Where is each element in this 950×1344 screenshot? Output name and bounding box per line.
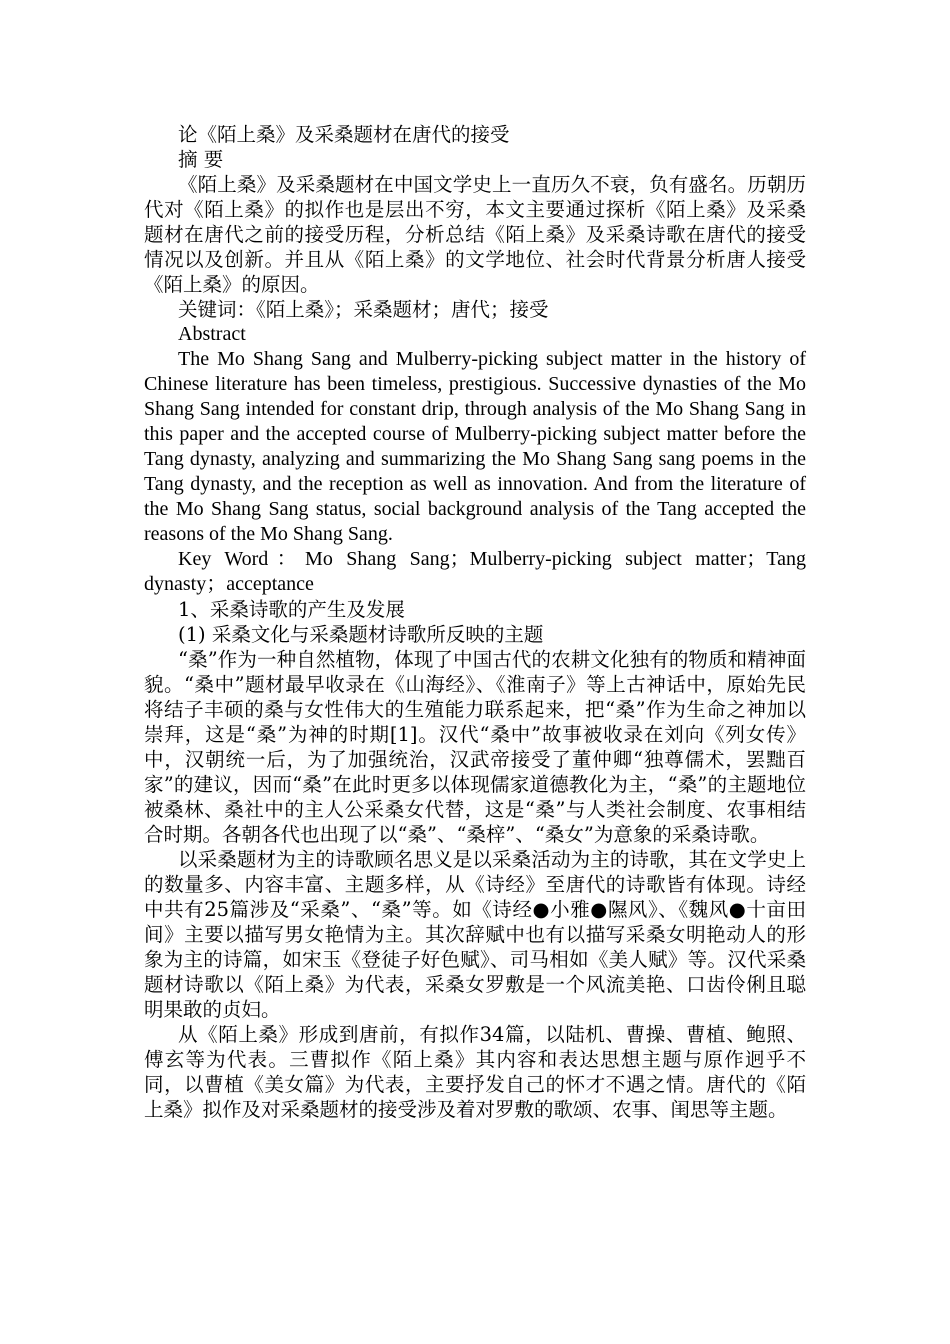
document-page	[144, 122, 806, 1122]
body-paragraph-1: “桑”作为一种自然植物，体现了中国古代的农耕文化独有的物质和精神面貌。“桑中”题材最早收录在《山海经》、《淮南子》等上古神话中，原始先民将结子丰硕的桑与女性伟大的生殖能力联系起来，把“桑”作为生命之神加以崇拜，这是“桑”为神的时期[1]。汉代“桑中”故事被收录在刘向《列女传》中，汉朝统一后，为了加强统治，汉武帝接受了董仲卿“独尊儒术，罢黜百家”的建议，因而“桑”在此时更多以体现儒家道德教化为主，“桑”的主题地位被桑林、桑社中的主人公采桑女代替，这是“桑”与人类社会制度、农事相结合时期。各朝各代也出现了以“桑”、“桑梓”、“桑女”为意象的采桑诗歌。	[144, 648, 806, 846]
abstract-body-cn: 《陌上桑》及采桑题材在中国文学史上一直历久不衰，负有盛名。历朝历代对《陌上桑》的拟作也是层出不穷，本文主要通过探析《陌上桑》及采桑题材在唐代之前的接受历程，分析总结《陌上桑》及采桑诗歌在唐代的接受情况以及创新。并且从《陌上桑》的文学地位、社会时代背景分析唐人接受《陌上桑》的原因。	[144, 173, 806, 296]
abstract-heading-cn: 摘 要	[178, 148, 224, 171]
section-heading: 1、采桑诗歌的产生及发展	[178, 598, 405, 621]
abstract-body-en: The Mo Shang Sang and Mulberry-picking subject matter in the history of Chinese literature has been timeless, prestigious. Successive dynasties of the Mo Shang Sang intended for constant drip, through analysis of the Mo Shang Sang in this paper and the accepted course of Mulberry-picking subject matter before the Tang dynasty, analyzing and summarizing the Mo Shang Sang sang poems in the Tang dynasty, and the reception as well as innovation. And from the literature of the Mo Shang Sang status, social background analysis of the Tang accepted the reasons of the Mo Shang Sang.	[144, 348, 806, 545]
keywords-en: Key Word：Mo Shang Sang；Mulberry-picking subject matter；Tang dynasty；acceptance	[144, 548, 806, 595]
abstract-heading-en: Abstract	[178, 323, 246, 345]
subsection-heading: (1) 采桑文化与采桑题材诗歌所反映的主题	[178, 623, 544, 646]
body-paragraph-3: 从《陌上桑》形成到唐前，有拟作34篇，以陆机、曹操、曹植、鲍照、傅玄等为代表。三曹拟作《陌上桑》其内容和表达思想主题与原作迥乎不同，以曹植《美女篇》为代表，主要抒发自己的怀才不遇之情。唐代的《陌上桑》拟作及对采桑题材的接受涉及着对罗敷的歌颂、农事、闺思等主题。	[144, 1023, 806, 1121]
body-paragraph-2: 以采桑题材为主的诗歌顾名思义是以采桑活动为主的诗歌，其在文学史上的数量多、内容丰富、主题多样，从《诗经》至唐代的诗歌皆有体现。诗经中共有25篇涉及“采桑”、“桑”等。如《诗经●小雅●隰风》、《魏风●十亩田间》主要以描写男女艳情为主。其次辞赋中也有以描写采桑女明艳动人的形象为主的诗篇，如宋玉《登徒子好色赋》、司马相如《美人赋》等。汉代采桑题材诗歌以《陌上桑》为代表，采桑女罗敷是一个风流美艳、口齿伶俐且聪明果敢的贞妇。	[144, 848, 806, 1021]
keywords-cn: 关键词：《陌上桑》；采桑题材；唐代；接受	[178, 298, 549, 321]
document-title: 论《陌上桑》及采桑题材在唐代的接受	[178, 123, 510, 146]
